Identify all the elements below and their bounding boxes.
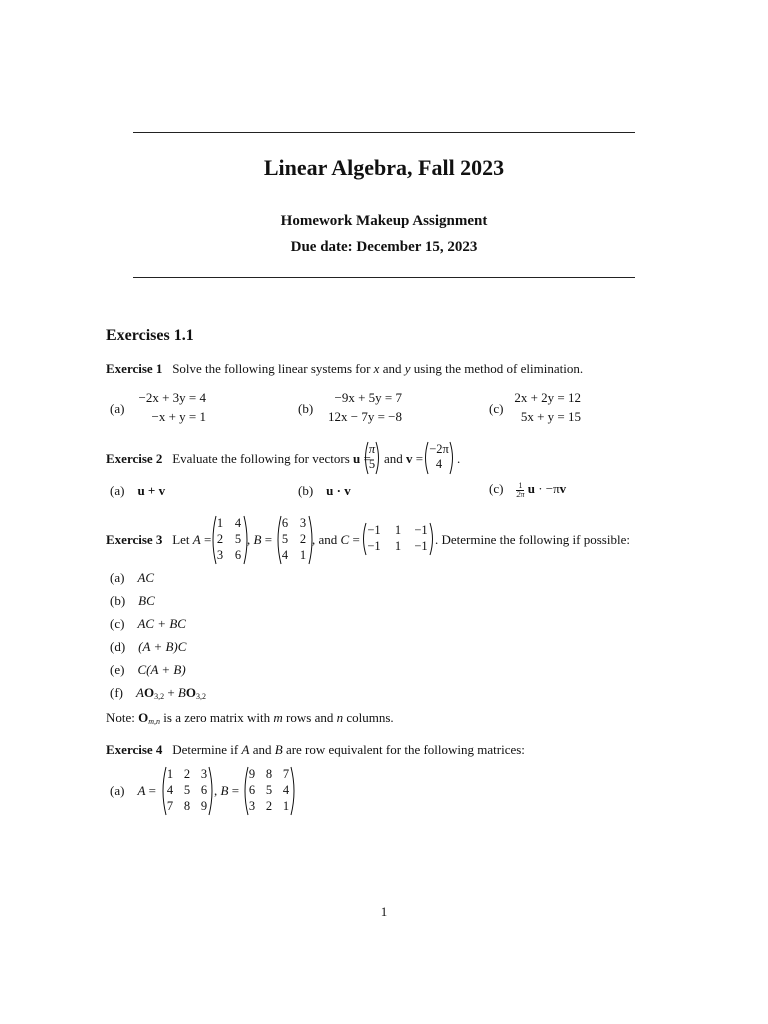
matrix-a-cell: 2: [216, 532, 224, 546]
matrix-4a-cell: 2: [183, 767, 191, 781]
vector-v-symbol: v: [406, 451, 413, 466]
matrix-b-cell: 6: [281, 516, 289, 530]
exercise-3f-a: A: [136, 685, 144, 700]
exercise-1-heading: Exercise 1: [106, 361, 163, 376]
matrix-4a-cell: 7: [166, 799, 174, 813]
exercise-3a: [110, 570, 154, 586]
exercise-4-text-3: are row equivalent for the following matrices:: [285, 742, 525, 757]
matrix-a-cell: 3: [216, 548, 224, 562]
exercise-2-eq-v: =: [415, 451, 424, 466]
exercise-1a-eq2: −x + y = 1: [151, 409, 206, 424]
exercise-3b-expr: BC: [138, 593, 155, 608]
exercise-3f-b: B: [177, 685, 186, 700]
bottom-rule: [133, 277, 635, 278]
zero-matrix-subscript: 3,2: [154, 692, 165, 701]
exercise-2c-fraction: [516, 482, 524, 499]
matrix-4b-cell: 4: [282, 783, 290, 797]
exercise-2c: [489, 481, 566, 499]
matrix-b-cell: 5: [281, 532, 289, 546]
matrix-4a-cell: 5: [183, 783, 191, 797]
exercise-1b-eq2: 12x − 7y = −8: [328, 409, 402, 424]
exercise-1-var-x: x: [373, 361, 380, 376]
exercise-1-var-y: y: [404, 361, 411, 376]
exercise-3b: [110, 593, 155, 609]
vector-u: [363, 441, 381, 475]
matrix-4b-cell: 1: [282, 799, 290, 813]
matrix-a-cell: 6: [234, 548, 242, 562]
exercise-3-eq-b: =: [264, 532, 273, 547]
exercise-2a-expr: u + v: [137, 483, 166, 498]
note-subscript: m,n: [148, 717, 161, 726]
exercise-1c-label: (c): [489, 401, 504, 416]
matrix-a-cell: 1: [216, 516, 224, 530]
matrix-4a: [160, 766, 218, 816]
exercise-3-heading: Exercise 3: [106, 532, 163, 547]
vector-v: [423, 441, 455, 475]
exercise-3f-label: (f): [110, 685, 123, 700]
fraction-numerator: 1: [516, 482, 524, 491]
exercise-2c-u: u: [527, 481, 535, 496]
zero-matrix-subscript: 3,2: [196, 692, 206, 701]
zero-matrix-symbol: O: [185, 685, 196, 700]
matrix-c-cell: −1: [414, 539, 428, 553]
exercise-3e: [110, 662, 186, 678]
exercise-4a-eq-b: =: [231, 783, 240, 798]
exercise-3-lead: [106, 532, 211, 548]
matrix-c-cell: 1: [394, 523, 402, 537]
exercise-2a: [110, 483, 165, 499]
matrix-4a-cell: 1: [166, 767, 174, 781]
matrix-b-symbol: B: [253, 532, 262, 547]
exercise-3d: [110, 639, 186, 655]
top-rule: [133, 132, 635, 133]
exercise-2-period: .: [457, 451, 461, 466]
matrix-4a-cell: 9: [200, 799, 208, 813]
exercise-4a-b: B: [220, 783, 229, 798]
matrix-c-cell: −1: [367, 523, 381, 537]
exercise-3-comma: ,: [247, 532, 251, 547]
exercise-2c-label: (c): [489, 481, 504, 496]
matrix-4b-cell: 9: [248, 767, 256, 781]
exercise-3b-label: (b): [110, 593, 126, 608]
exercise-3d-expr: (A + B)C: [138, 639, 187, 654]
exercise-2-text: Evaluate the following for vectors: [172, 451, 350, 466]
exercise-4a-b-lead: [214, 783, 239, 799]
matrix-a-symbol: A: [192, 532, 201, 547]
vector-u-entry-1: π: [368, 442, 376, 456]
matrix-4b-cell: 2: [265, 799, 273, 813]
matrix-4b-cell: 8: [265, 767, 273, 781]
exercise-2b: [298, 483, 351, 499]
exercise-3-note: [106, 710, 394, 726]
matrix-4a-cell: 3: [200, 767, 208, 781]
exercise-3c-expr: AC + BC: [137, 616, 186, 631]
matrix-c-cell: 1: [394, 539, 402, 553]
exercise-3a-expr: AC: [137, 570, 155, 585]
exercise-2-heading: [106, 451, 371, 467]
exercise-2-and: and: [384, 451, 403, 466]
exercise-1c-eq2: 5x + y = 15: [520, 409, 581, 424]
matrix-4a-cell: 8: [183, 799, 191, 813]
exercise-2a-label: (a): [110, 483, 125, 498]
note-lead: Note:: [106, 710, 139, 725]
exercise-4a-comma: ,: [214, 783, 218, 798]
matrix-b-cell: 3: [299, 516, 307, 530]
matrix-4b-cell: 5: [265, 783, 273, 797]
exercise-2c-v: v: [559, 481, 567, 496]
matrix-b-cell: 2: [299, 532, 307, 546]
exercise-3f: [110, 685, 206, 701]
exercise-2b-expr: u · v: [326, 483, 351, 498]
section-heading: Exercises 1.1: [106, 327, 194, 344]
vector-u-symbol: u: [353, 451, 361, 466]
exercise-3d-label: (d): [110, 639, 126, 654]
exercise-3a-label: (a): [110, 570, 125, 585]
matrix-b-cell: 1: [299, 548, 307, 562]
exercise-3-c-lead: [312, 532, 360, 548]
exercise-1-text-a: Solve the following linear systems for: [172, 361, 371, 376]
exercise-4-text-1: Determine if: [172, 742, 239, 757]
zero-matrix-symbol: O: [143, 685, 155, 700]
note-text-1: is a zero matrix with: [160, 710, 274, 725]
exercise-4-a: A: [241, 742, 250, 757]
exercise-3c: [110, 616, 186, 632]
matrix-4b-cell: 7: [282, 767, 290, 781]
exercise-4-heading: Exercise 4: [106, 742, 163, 757]
vector-u-entry-2: 5: [368, 457, 376, 471]
exercise-3-b-lead: [247, 532, 272, 548]
matrix-b-cell: 4: [281, 548, 289, 562]
exercise-2-eq-u: =: [363, 451, 371, 466]
matrix-4a-cell: 6: [200, 783, 208, 797]
exercise-1a-eq1: −2x + 3y = 4: [138, 390, 206, 405]
matrix-4b: [242, 766, 297, 816]
page-title: Linear Algebra, Fall 2023: [263, 155, 505, 180]
fraction-denominator: 2π: [516, 489, 525, 499]
matrix-4a-cell: 4: [166, 783, 174, 797]
exercise-4-b: B: [274, 742, 283, 757]
exercise-4a-lead: [110, 783, 156, 799]
note-zero-matrix: O: [138, 710, 149, 725]
exercise-1b-eq1: −9x + 5y = 7: [334, 390, 402, 405]
exercise-3-eq-c: =: [352, 532, 360, 547]
matrix-c: [361, 522, 435, 556]
note-n: n: [336, 710, 344, 725]
exercise-4-text-2: and: [252, 742, 272, 757]
matrix-a-cell: 4: [234, 516, 242, 530]
exercise-4-statement: [106, 742, 525, 758]
due-date: Due date: December 15, 2023: [290, 239, 478, 255]
matrix-c-cell: −1: [367, 539, 381, 553]
matrix-a: [210, 515, 250, 565]
exercise-3c-label: (c): [110, 616, 125, 631]
exercise-2-head: Exercise 2: [106, 451, 163, 466]
exercise-3f-plus: +: [164, 685, 178, 700]
exercise-1-text-c: using the method of elimination.: [413, 361, 584, 376]
exercise-3-let: Let: [172, 532, 190, 547]
matrix-4b-cell: 6: [248, 783, 256, 797]
exercise-4a-eq: =: [148, 783, 156, 798]
matrix-a-cell: 5: [234, 532, 242, 546]
matrix-4b-cell: 3: [248, 799, 256, 813]
exercise-2c-rest: · −π: [538, 481, 560, 496]
exercise-1b-label: (b): [298, 401, 314, 416]
exercise-4a-label: (a): [110, 783, 125, 798]
subtitle: Homework Makeup Assignment: [280, 213, 488, 229]
vector-v-entry-2: 4: [435, 457, 443, 471]
exercise-1-text-b: and: [382, 361, 402, 376]
note-m: m: [273, 710, 283, 725]
matrix-c-symbol: C: [340, 532, 350, 547]
exercise-3e-label: (e): [110, 662, 125, 677]
page-number: 1: [380, 904, 388, 919]
exercise-2-and-v: [384, 451, 423, 467]
exercise-2b-label: (b): [298, 483, 314, 498]
exercise-1-statement: [106, 361, 583, 377]
exercise-3-eq-a: =: [203, 532, 212, 547]
exercise-3e-expr: C(A + B): [137, 662, 186, 677]
exercise-4a-a: A: [137, 783, 146, 798]
exercise-3-and: , and: [312, 532, 338, 547]
exercise-3-tail: . Determine the following if possible:: [435, 532, 630, 547]
note-text-2: rows and: [282, 710, 337, 725]
exercise-1a-label: (a): [110, 401, 125, 416]
matrix-b: [275, 515, 315, 565]
exercise-1c-eq1: 2x + 2y = 12: [514, 390, 581, 405]
vector-v-entry-1: −2π: [429, 442, 449, 456]
matrix-c-cell: −1: [414, 523, 428, 537]
note-text-3: columns.: [343, 710, 394, 725]
